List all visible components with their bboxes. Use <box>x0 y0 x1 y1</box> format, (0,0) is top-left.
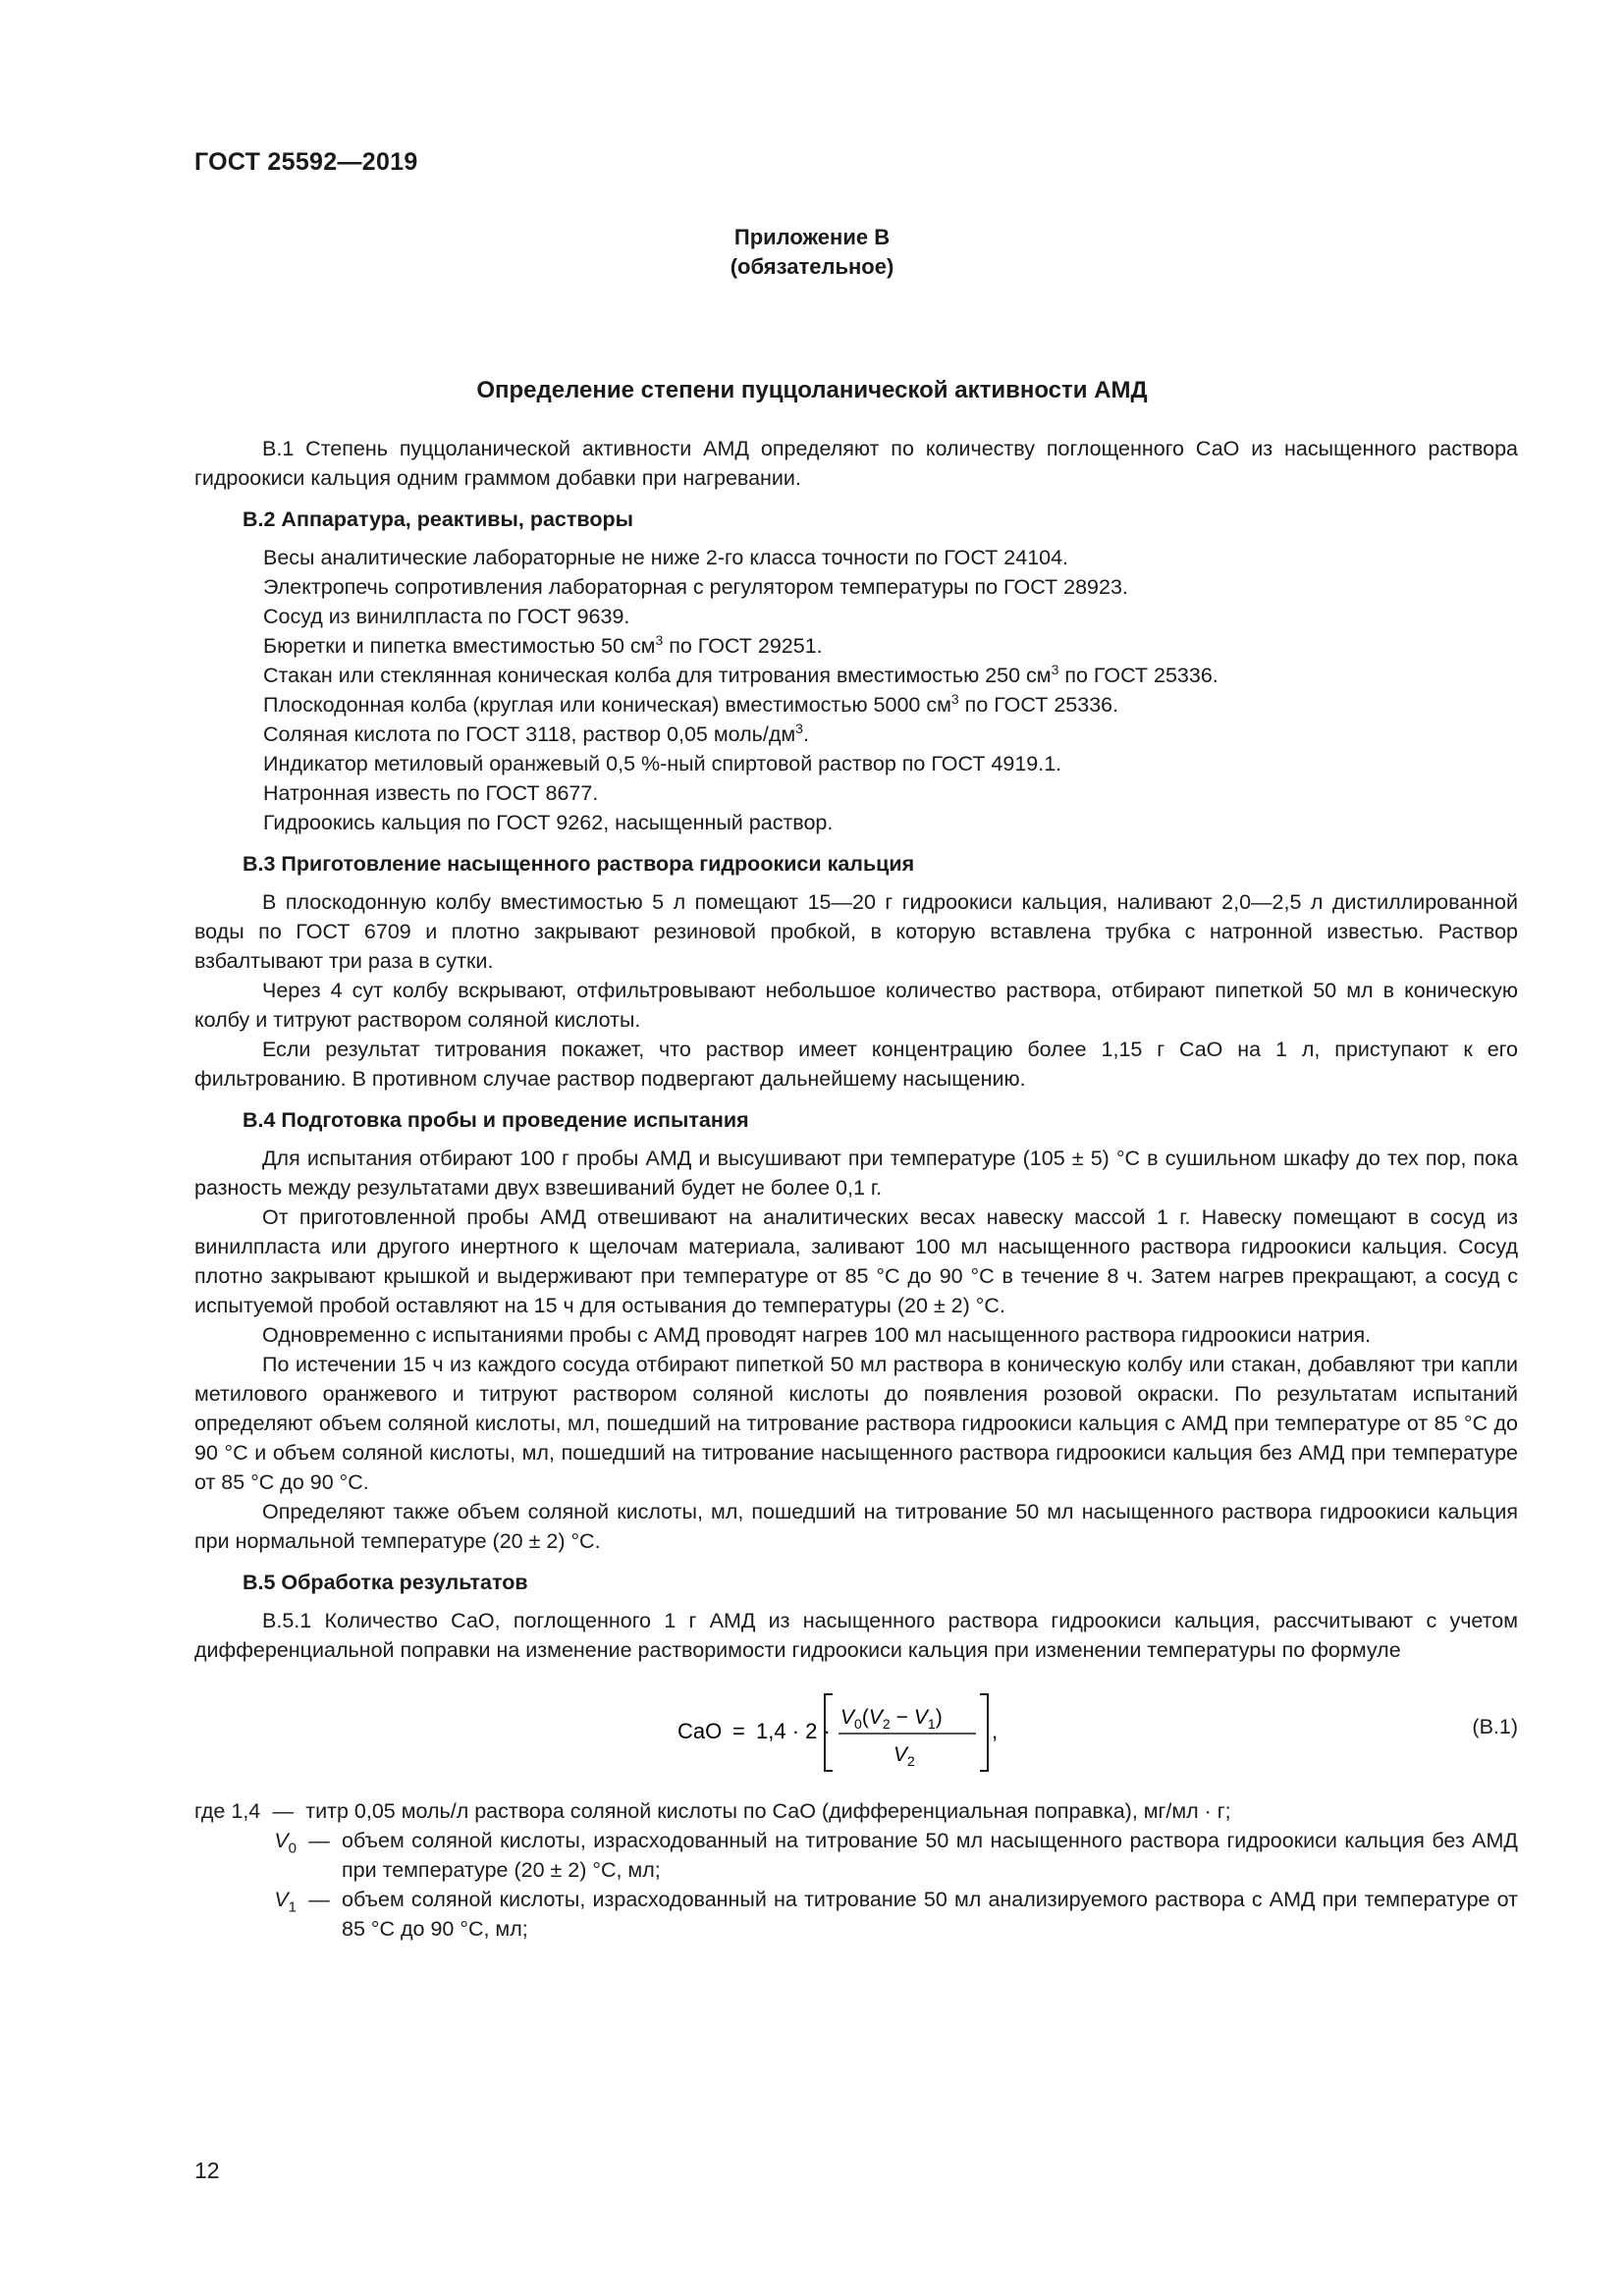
definition-symbol: V <box>274 1829 289 1852</box>
formula-numerator: $V_0(V_2 - V_1)$ <box>840 1706 943 1732</box>
paragraph-b5-1: В.5.1 Количество СаО, поглощенного 1 г АМД из насыщенного раствора гидроокиси кальция, рассчитывают с учетом дифференциальной поправки на изменение растворимости гидроокиси кальция при изменении температуры по формуле <box>194 1609 1518 1662</box>
list-item: Электропечь сопротивления лабораторная с регулятором температуры по ГОСТ 28923. <box>263 575 1128 599</box>
list-item: Бюретки и пипетка вместимостью 50 $см^3$ по ГОСТ 29251. <box>263 632 823 658</box>
paragraph: В плоскодонную колбу вместимостью 5 л помещают 15—20 г гидроокиси кальция, наливают 2,0—2,5 л дистиллированной воды по ГОСТ 6709 и плотно закрывают резиновой пробкой, в которую вставлена трубка с натронной известью. Раствор взбалтывают три раза в сутки. <box>194 890 1518 973</box>
heading-b4: В.4 Подготовка пробы и проведение испытания <box>243 1108 749 1132</box>
formula-b1 <box>194 1673 1518 1789</box>
annex-title: Приложение В <box>733 225 891 249</box>
definition-text: титр 0,05 моль/л раствора соляной кислоты по СаО (дифференциальная поправка), мг/мл · г; <box>305 1799 1231 1823</box>
heading-b5: В.5 Обработка результатов <box>243 1571 528 1594</box>
list-item: Плоскодонная колба (круглая или коническая) вместимостью 5000 $см^3$ по ГОСТ 25336. <box>263 691 1119 717</box>
paragraph: Через 4 сут колбу вскрывают, отфильтровывают небольшое количество раствора, отбирают пипеткой 50 мл в коническую колбу и титруют раствором соляной кислоты. <box>194 979 1518 1032</box>
formula-trailing-comma: , <box>992 1719 999 1743</box>
page-number: 12 <box>194 2158 220 2183</box>
definition-row: $V_0$ — объем соляной кислоты, израсходованный на титрование 50 мл насыщенного раствора гидроокиси кальция без АМД при температуре (20 ± 2) °С, мл; <box>194 1826 1518 1885</box>
annex-status: (обязательное) <box>730 254 894 279</box>
list-item: Весы аналитические лабораторные не ниже 2-го класса точности по ГОСТ 24104. <box>263 546 1069 569</box>
equipment-list <box>194 543 1518 837</box>
standard-code: ГОСТ 25592—2019 <box>194 148 418 176</box>
paragraph: От приготовленной пробы АМД отвешивают на аналитических весах навеску массой 1 г. Навеску помещают в сосуд из винилпласта или другого инертного к щелочам материала, заливают 100 мл насыщенного раствора гидроокиси кальция. Сосуд плотно закрывают крышкой и выдерживают при температуре от 85 °С до 90 °С в течение 8 ч. Затем нагрев прекращают, а сосуд с испытуемой пробой оставляют на 15 ч для остывания до температуры (20 ± 2) °С. <box>194 1205 1518 1317</box>
definition-dash: — <box>308 1829 330 1852</box>
list-item: Гидроокись кальция по ГОСТ 9262, насыщенный раствор. <box>263 811 834 834</box>
section-title: Определение степени пуццоланической активности АМД <box>476 377 1148 403</box>
list-item: Натронная известь по ГОСТ 8677. <box>263 781 599 805</box>
list-item: Сосуд из винилпласта по ГОСТ 9639. <box>263 605 630 628</box>
formula-denominator: $V_2$ <box>893 1743 915 1769</box>
paragraph: Для испытания отбирают 100 г пробы АМД и высушивают при температуре (105 ± 5) °С в сушильном шкафу до тех пор, пока разность между результатами двух взвешиваний будет не более 0,1 г. <box>194 1147 1518 1200</box>
list-item: Индикатор метиловый оранжевый 0,5 %-ный спиртовой раствор по ГОСТ 4919.1. <box>263 752 1062 775</box>
right-bracket <box>980 1694 988 1771</box>
formula-lhs: CaO <box>677 1719 723 1743</box>
formula-eq: = <box>732 1719 745 1743</box>
definition-text: объем соляной кислоты, израсходованный на титрование 50 мл анализируемого раствора с АМД при температуре от 85 °С до 90 °С, мл; <box>342 1888 1518 1941</box>
formula-number: (В.1) <box>1472 1715 1518 1738</box>
definition-row: $V_1$ — объем соляной кислоты, израсходованный на титрование 50 мл анализируемого раствора с АМД при температуре от 85 °С до 90 °С, мл; <box>194 1885 1518 1944</box>
paragraph: Если результат титрования покажет, что раствор имеет концентрацию более 1,15 г СаО на 1 л, приступают к его фильтрованию. В противном случае раствор подвергают дальнейшему насыщению. <box>194 1038 1518 1091</box>
paragraph: Одновременно с испытаниями пробы с АМД проводят нагрев 100 мл насыщенного раствора гидроокиси натрия. <box>262 1323 1372 1347</box>
definition-dash: — <box>272 1799 294 1823</box>
paragraph-b1: В.1 Степень пуццоланической активности АМД определяют по количеству поглощенного СаО из насыщенного раствора гидроокиси кальция одним граммом добавки при нагревании. <box>194 437 1518 490</box>
formula-graphic <box>676 1673 1225 1789</box>
definition-text: объем соляной кислоты, израсходованный на титрование 50 мл насыщенного раствора гидроокиси кальция без АМД при температуре (20 ± 2) °С, мл; <box>342 1829 1518 1882</box>
definition-dash: — <box>308 1888 330 1911</box>
list-item: Стакан или стеклянная коническая колба для титрования вместимостью 250 $см^3$ по ГОСТ 25336. <box>263 662 1218 687</box>
definition-row: где 1,4 — титр 0,05 моль/л раствора соляной кислоты по СаО (дифференциальная поправка), мг/мл · г; <box>194 1796 1518 1826</box>
formula-coefficient: 1,4 · 2 · <box>756 1719 831 1743</box>
list-item: Соляная кислота по ГОСТ 3118, раствор 0,05 моль/$дм^3$. <box>263 721 809 746</box>
heading-b3: В.3 Приготовление насыщенного раствора гидроокиси кальция <box>243 852 915 876</box>
document-body <box>194 434 1518 1944</box>
definition-symbol: V <box>274 1888 289 1911</box>
annex-heading <box>0 223 1624 282</box>
heading-b2: В.2 Аппаратура, реактивы, растворы <box>243 507 633 531</box>
paragraph: По истечении 15 ч из каждого сосуда отбирают пипеткой 50 мл раствора в коническую колбу или стакан, добавляют три капли метилового оранжевого и титруют раствором соляной кислоты до появления розовой окраски. По результатам испытаний определяют объем соляной кислоты, мл, пошедший на титрование раствора гидроокиси кальция с АМД при температуре от 85 °С до 90 °С и объем соляной кислоты, мл, пошедший на титрование насыщенного раствора гидроокиси кальция без АМД при температуре от 85 °С до 90 °С. <box>194 1353 1518 1494</box>
paragraph: Определяют также объем соляной кислоты, мл, пошедший на титрование 50 мл насыщенного раствора гидроокиси кальция при нормальной температуре (20 ± 2) °С. <box>194 1500 1518 1553</box>
variable-definitions <box>194 1796 1518 1944</box>
definition-symbol: 1,4 <box>231 1799 261 1823</box>
